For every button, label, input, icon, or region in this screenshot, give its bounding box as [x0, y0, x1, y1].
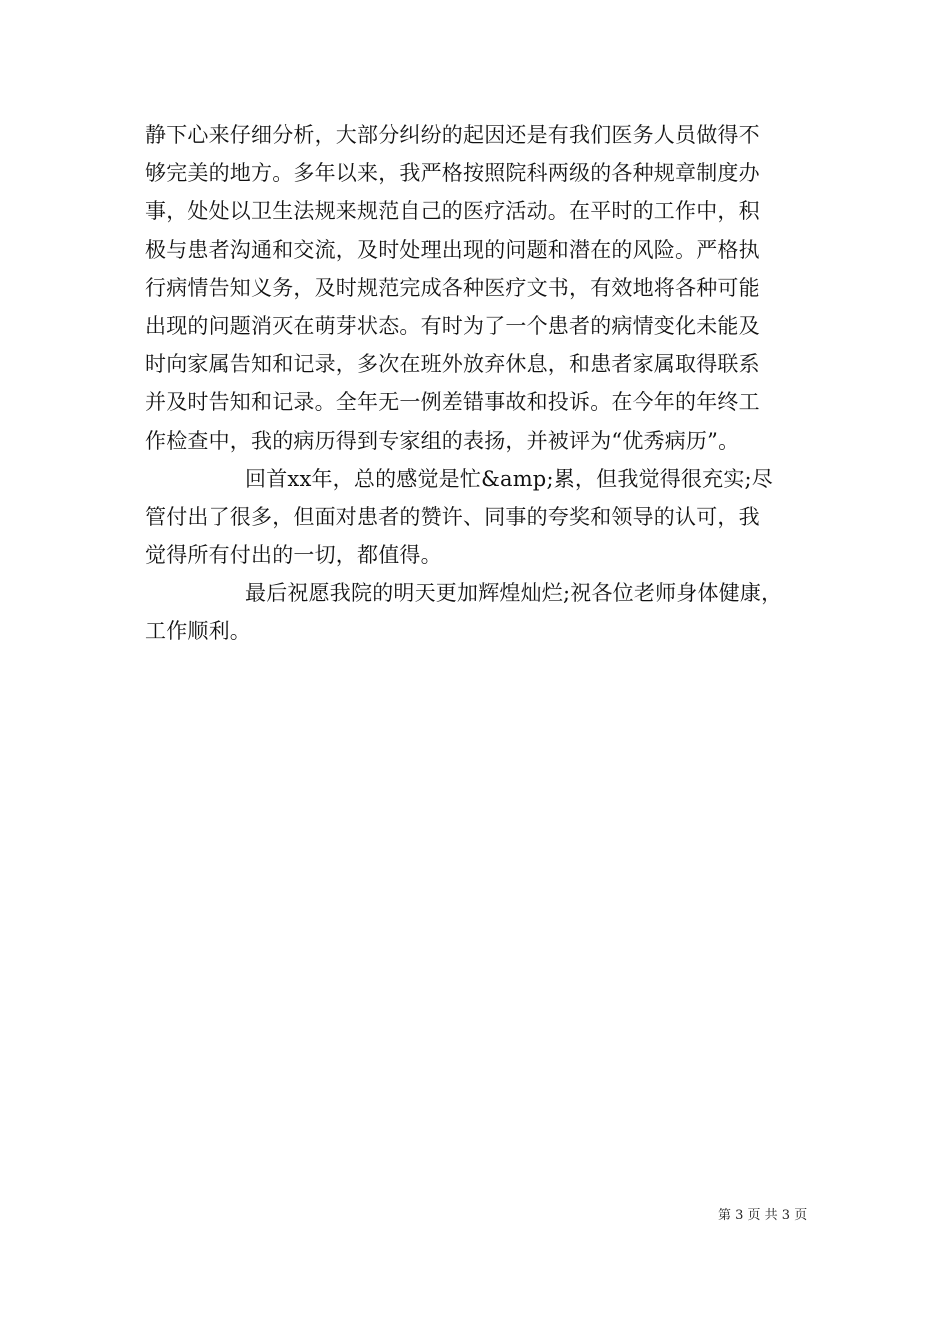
text-line: 出现的问题消灭在萌芽状态。有时为了一个患者的病情变化未能及 — [145, 313, 760, 338]
text-line: 时向家属告知和记录，多次在班外放弃休息，和患者家属取得联系 — [145, 352, 760, 377]
text-line: 管付出了很多，但面对患者的赞许、同事的夸奖和领导的认可，我 — [145, 504, 760, 529]
page-number-footer: 第 3 页 共 3 页 — [718, 1208, 808, 1223]
paragraph-start-line: 回首xx年，总的感觉是忙&amp;累，但我觉得很充实;尽 — [245, 466, 774, 491]
text-line: 行病情告知义务，及时规范完成各种医疗文书，有效地将各种可能 — [145, 275, 760, 300]
text-line: 极与患者沟通和交流，及时处理出现的问题和潜在的风险。严格执 — [145, 237, 760, 262]
text-line: 静下心来仔细分析，大部分纠纷的起因还是有我们医务人员做得不 — [145, 123, 760, 147]
text-line: 作检查中，我的病历得到专家组的表扬，并被评为“优秀病历”。 — [145, 428, 740, 453]
text-line: 并及时告知和记录。全年无一例差错事故和投诉。在今年的年终工 — [145, 390, 760, 415]
paragraph-start-line: 最后祝愿我院的明天更加辉煌灿烂;祝各位老师身体健康， — [245, 581, 783, 606]
text-line: 事，处处以卫生法规来规范自己的医疗活动。在平时的工作中，积 — [145, 199, 760, 224]
text-line: 觉得所有付出的一切，都值得。 — [145, 543, 442, 568]
text-line: 工作顺利。 — [145, 619, 251, 644]
document-body — [145, 116, 825, 651]
text-line: 够完美的地方。多年以来，我严格按照院科两级的各种规章制度办 — [145, 161, 760, 186]
